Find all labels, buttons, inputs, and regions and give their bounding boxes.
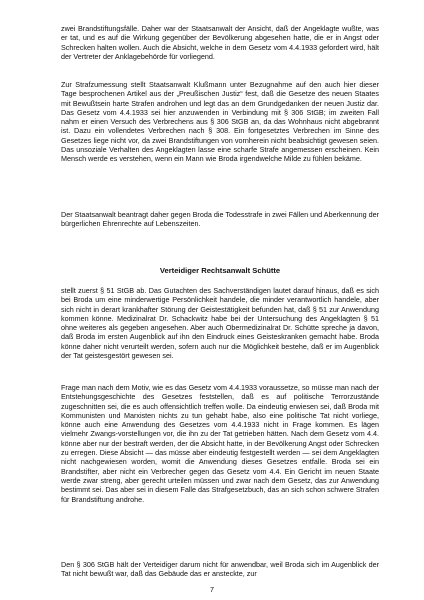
section-heading: Verteidiger Rechtsanwalt Schütte — [159, 266, 281, 275]
paragraph-5: Frage man nach dem Motiv, wie es das Gesetz vom 4.4.1933 voraussetze, so müsse man nach der Entstehungsgeschichte des Gesetzes feststellen, daß es auf politische Terrorzustände zugeschnitten sei, die es auch offensichtlich treffen wolle. Da eindeutig erwiesen sei, daß Broda mit Kommunisten und Marxisten nichts zu tun gehabt habe, also eine politische Tat nicht vorliege, könne auch eine Anwendung des Gesetzes vom 4.4.1933 nicht in Frage kommen. Es lägen vielmehr Zwangs-vorstellungen vor, die ihn zu der Tat getrieben hätten. Nach dem Gesetz vom 4.4. könne aber nur der bestraft werden, der die Absicht hatte, in der Bevölkerung Angst oder Schrecken zu erregen. Diese Absicht — das müsse aber eindeutig festgestellt werden — sei dem Angeklagten nicht nachgewiesen worden, womit die Anwendung dieses Gesetzes entfalle. Broda sei ein Brandstifter, aber nicht ein Verbrecher gegen das Gesetz vom 4.4. Ein Gericht im neuen Staate werde zwar streng, aber gerecht urteilen müssen und zwar nach dem Gesetz, das zur Anwendung bestimmt sei. Das aber sei in diesem Falle das Strafgesetzbuch, das an sich schon schwere Strafen für Brandstiftung androhe. — [61, 383, 379, 504]
paragraph-6: Den § 306 StGB hält der Verteidiger darum nicht für anwendbar, weil Broda sich im Augenblick der Tat nicht bewußt war, daß das Gebäude das er ansteckte, zur — [61, 560, 379, 579]
page-number: 7 — [210, 585, 214, 594]
paragraph-3: Der Staatsanwalt beantragt daher gegen Broda die Todesstrafe in zwei Fällen und Aberkennung der bürgerlichen Ehrenrechte auf Lebenszeiten. — [61, 210, 379, 229]
paragraph-4: stellt zuerst § 51 StGB ab. Das Gutachten des Sachverständigen lautet darauf hinaus, daß es sich bei Broda um eine minderwertige Persönlichkeit handele, die minder verantwortlich handele, aber sich nicht in derart krankhafter Störung der Geistestätigkeit befunden hat, daß § 51 zur Anwendung kommen könne. Medizinalrat Dr. Schackwitz habe bei der Untersuchung des Angeklagten § 51 ohne weiteres als gegeben angesehen. Aber auch Obermedizinalrat Dr. Schütte spreche ja davon, daß Broda im ersten Augenblick auf ihn den Eindruck eines Geisteskranken gemacht habe. Broda könne daher nicht verurteilt werden, sofern auch nur die Möglichkeit bestehe, daß er im Augenblick der Tat geistesgestört gewesen sei. — [61, 286, 379, 361]
paragraph-2: Zur Strafzumessung stellt Staatsanwalt Klußmann unter Bezugnahme auf den auch hier dieser Tage besprochenen Artikel aus der „Preußischen Justiz“ fest, daß die Gesetze des neuen Staates mit Bewußtsein harte Strafen androhen und legt das an dem Grundgedanken der neuen Justiz dar. Das Gesetz vom 4.4.1933 sei hier anzuwenden in Verbindung mit § 306 StGB; im zweiten Fall nahm er einen Versuch des Verbrechens aus § 306 StGB an, da das Wohnhaus nicht abgebrannt ist. Dazu ein vollendetes Verbrechen nach § 308. Ein fortgesetztes Verbrechen im Sinne des Gesetzes liege nicht vor, da zwei Brandstiftungen von vornherein nicht beabsichtigt gewesen seien. Das unsoziale Verhalten des Angeklagten lasse eine scharfe Strafe angemessen erscheinen. Kein Mensch werde es verstehen, wenn ein Mann wie Broda irgendwelche Milde zu fühlen bekäme. — [61, 80, 379, 164]
paragraph-1: zwei Brandstiftungsfälle. Daher war der Staatsanwalt der Ansicht, daß der Angeklagte wußte, was er tat, und es auf die Wirkung gegenüber der Bevölkerung abgesehen hatte, die er in Angst oder Schrecken halten wollen. Auch die Absicht, welche in dem Gesetz vom 4.4.1933 gefordert wird, hält der Vertreter der Anklagebehörde für vorliegend. — [61, 24, 379, 61]
